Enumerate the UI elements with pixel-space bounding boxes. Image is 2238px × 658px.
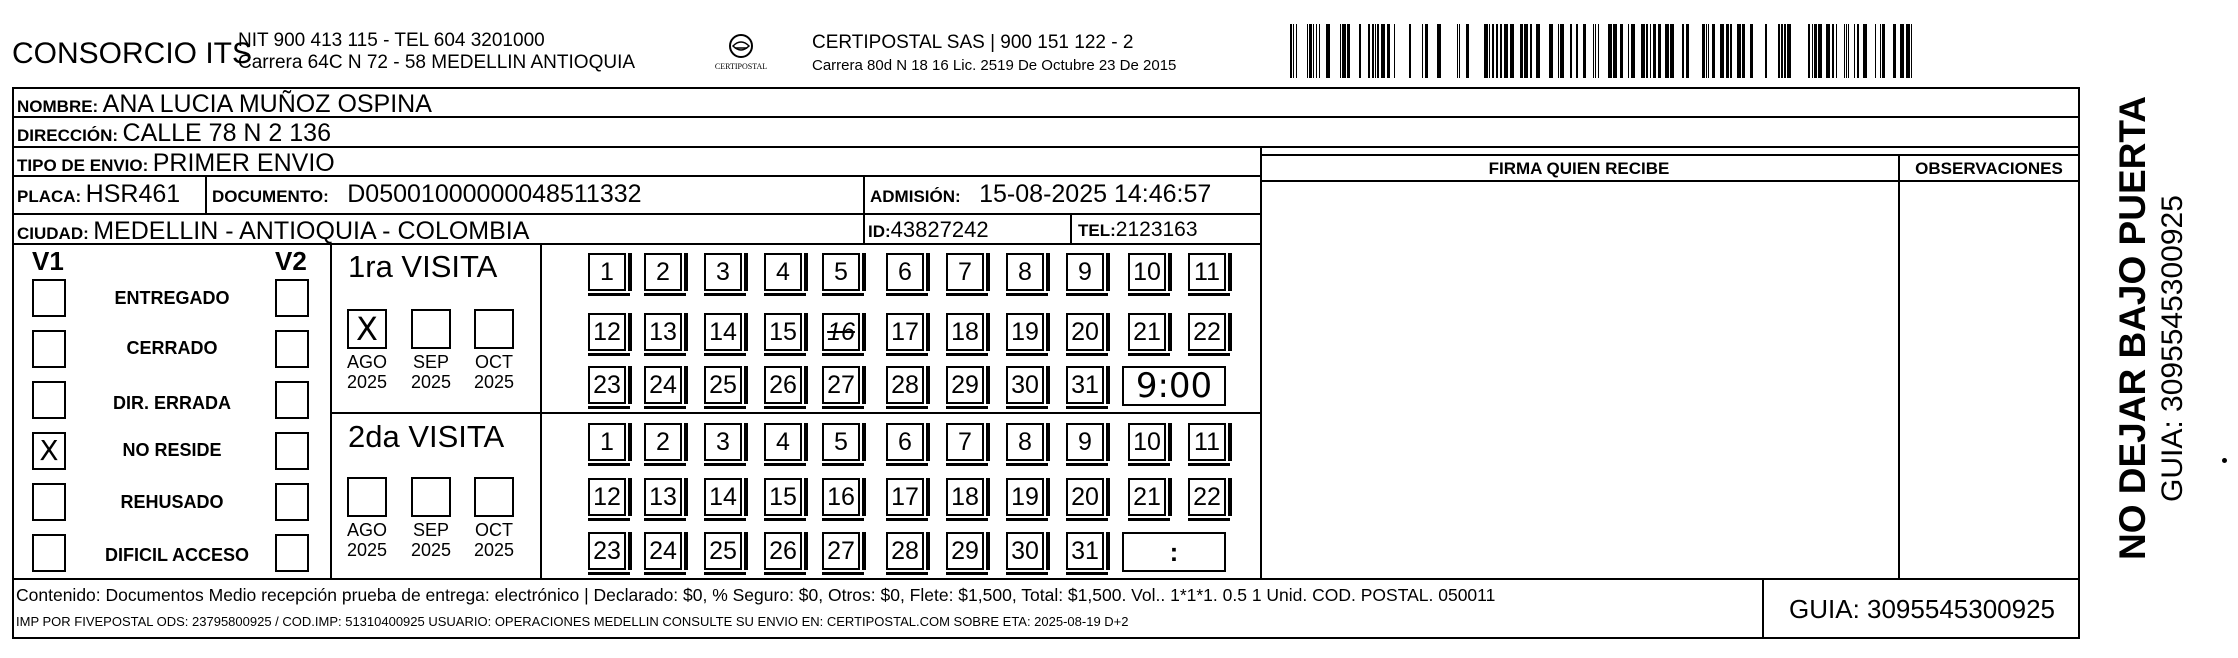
first-visit-day-4[interactable]: 4 — [764, 253, 802, 291]
second-visit-day-4[interactable]: 4 — [764, 423, 802, 461]
first-visit-day-14[interactable]: 14 — [704, 313, 742, 351]
first-visit-day-6[interactable]: 6 — [886, 253, 924, 291]
first-visit-day-29[interactable]: 29 — [946, 366, 984, 404]
edge-dot — [2222, 458, 2227, 463]
first-visit-day-25[interactable]: 25 — [704, 366, 742, 404]
tel-label: TEL: — [1078, 221, 1116, 240]
first-visit-label-ago: AGO 2025 — [346, 352, 388, 392]
reason-cerrado: CERRADO — [126, 338, 218, 358]
second-visit-month-ago[interactable] — [347, 477, 387, 517]
v1-check-entregado[interactable] — [32, 279, 66, 317]
second-visit-day-24[interactable]: 24 — [644, 532, 682, 570]
first-visit-day-1[interactable]: 1 — [588, 253, 626, 291]
documento-value: D05001000000048511332 — [347, 180, 642, 208]
id-value: 43827242 — [890, 217, 989, 242]
first-visit-day-13[interactable]: 13 — [644, 313, 682, 351]
second-visit-day-12[interactable]: 12 — [588, 478, 626, 516]
v2-header: V2 — [275, 246, 307, 276]
reason-entregado: ENTREGADO — [114, 288, 230, 308]
first-visit-day-11[interactable]: 11 — [1188, 253, 1226, 291]
first-visit-day-26[interactable]: 26 — [764, 366, 802, 404]
company-name: CONSORCIO ITS — [12, 37, 253, 70]
second-visit-day-26[interactable]: 26 — [764, 532, 802, 570]
first-visit-day-31[interactable]: 31 — [1066, 366, 1104, 404]
tipo-value: PRIMER ENVIO — [152, 149, 335, 177]
first-visit-day-20[interactable]: 20 — [1066, 313, 1104, 351]
first-visit-day-8[interactable]: 8 — [1006, 253, 1044, 291]
second-visit-day-22[interactable]: 22 — [1188, 478, 1226, 516]
second-visit-day-19[interactable]: 19 — [1006, 478, 1044, 516]
nombre-value: ANA LUCIA MUÑOZ OSPINA — [102, 90, 432, 118]
second-visit-day-17[interactable]: 17 — [886, 478, 924, 516]
address-line: Carrera 64C N 72 - 58 MEDELLIN ANTIOQUIA — [238, 52, 636, 73]
no-dejar-warning: NO DEJAR BAJO PUERTA — [2112, 96, 2153, 560]
v2-check-dir-errada[interactable] — [275, 381, 309, 419]
first-visit-day-24[interactable]: 24 — [644, 366, 682, 404]
certipostal-logo — [706, 30, 776, 78]
reason-rehusado: REHUSADO — [120, 492, 224, 512]
first-visit-label-sep: SEP 2025 — [410, 352, 452, 392]
second-visit-month-sep[interactable] — [411, 477, 451, 517]
tipo-label: TIPO DE ENVIO: — [17, 156, 149, 175]
second-visit-title: 2da VISITA — [348, 419, 505, 454]
second-visit-day-5[interactable]: 5 — [822, 423, 860, 461]
second-visit-day-31[interactable]: 31 — [1066, 532, 1104, 570]
imp-line: IMP POR FIVEPOSTAL ODS: 23795800925 / COD.IMP: 51310400925 USUARIO: OPERACIONES MEDELLIN CONSULTE SU ENVIO EN: CERTIPOSTAL.COM SOBRE ETA: 2025-08-19 D+2 — [16, 614, 1129, 629]
v2-check-no-reside[interactable] — [275, 432, 309, 470]
second-visit-time-box[interactable] — [1122, 532, 1226, 572]
reason-dir-errada: DIR. ERRADA — [112, 393, 231, 413]
first-visit-day-5[interactable]: 5 — [822, 253, 860, 291]
first-visit-month-sep[interactable] — [411, 309, 451, 349]
v1-check-dir-errada[interactable] — [32, 381, 66, 419]
placa-value: HSR461 — [85, 180, 181, 208]
second-visit-month-oct[interactable] — [474, 477, 514, 517]
contenido-line: Contenido: Documentos Medio recepción prueba de entrega: electrónico | Declarado: $0, % Seguro: $0, Otros: $0, Flete: $1,500, Total: $1,500. Vol.. 1*1*1. 0.5 1 Unid. COD. POSTAL. 050011 — [16, 585, 1496, 605]
second-visit-day-30[interactable]: 30 — [1006, 532, 1044, 570]
footer-guia: GUIA: 3095545300925 — [1789, 594, 2055, 624]
first-visit-day-7[interactable]: 7 — [946, 253, 984, 291]
second-visit-day-23[interactable]: 23 — [588, 532, 626, 570]
first-visit-day-10[interactable]: 10 — [1128, 253, 1166, 291]
first-visit-title: 1ra VISITA — [348, 249, 498, 284]
first-visit-day-15[interactable]: 15 — [764, 313, 802, 351]
first-visit-month-ago[interactable]: X — [347, 309, 387, 349]
direccion-label: DIRECCIÓN: — [17, 126, 119, 145]
first-visit-month-oct[interactable] — [474, 309, 514, 349]
first-visit-day-17[interactable]: 17 — [886, 313, 924, 351]
second-visit-day-1[interactable]: 1 — [588, 423, 626, 461]
second-visit-day-13[interactable]: 13 — [644, 478, 682, 516]
direccion-value: CALLE 78 N 2 136 — [122, 119, 331, 147]
second-visit-day-8[interactable]: 8 — [1006, 423, 1044, 461]
second-visit-day-14[interactable]: 14 — [704, 478, 742, 516]
firma-header: FIRMA QUIEN RECIBE — [1488, 159, 1670, 178]
first-visit-time-box[interactable] — [1122, 366, 1226, 406]
logo-text: CERTIPOSTAL — [714, 62, 768, 71]
first-visit-time: 9:00 — [1135, 366, 1213, 406]
first-visit-day-19[interactable]: 19 — [1006, 313, 1044, 351]
tel-value: 2123163 — [1115, 218, 1198, 241]
v2-check-entregado[interactable] — [275, 279, 309, 317]
ciudad-label: CIUDAD: — [17, 224, 89, 243]
second-visit-day-29[interactable]: 29 — [946, 532, 984, 570]
second-visit-day-25[interactable]: 25 — [704, 532, 742, 570]
second-visit-day-28[interactable]: 28 — [886, 532, 924, 570]
side-guia: GUIA: 3095545300925 — [2156, 195, 2189, 502]
nit-line: NIT 900 413 115 - TEL 604 3201000 — [238, 30, 545, 51]
reason-no-reside: NO RESIDE — [122, 440, 222, 460]
first-visit-day-18[interactable]: 18 — [946, 313, 984, 351]
first-visit-day-9[interactable]: 9 — [1066, 253, 1104, 291]
v2-check-cerrado[interactable] — [275, 330, 309, 368]
nombre-label: NOMBRE: — [17, 97, 99, 116]
reason-dificil-acceso: DIFICIL ACCESO — [104, 545, 249, 565]
v1-header: V1 — [32, 246, 64, 276]
second-visit-label-ago: AGO 2025 — [346, 520, 388, 560]
second-visit-day-6[interactable]: 6 — [886, 423, 924, 461]
second-visit-day-18[interactable]: 18 — [946, 478, 984, 516]
admision-label: ADMISIÓN: — [870, 187, 961, 206]
first-visit-day-27[interactable]: 27 — [822, 366, 860, 404]
ciudad-value: MEDELLIN - ANTIOQUIA - COLOMBIA — [93, 217, 530, 245]
license-line: Carrera 80d N 18 16 Lic. 2519 De Octubre 23 De 2015 — [812, 57, 1177, 74]
v1-check-no-reside[interactable]: X — [32, 432, 66, 470]
second-visit-day-10[interactable]: 10 — [1128, 423, 1166, 461]
second-visit-day-27[interactable]: 27 — [822, 532, 860, 570]
id-label: ID: — [868, 222, 891, 241]
first-visit-day-12[interactable]: 12 — [588, 313, 626, 351]
v1-check-cerrado[interactable] — [32, 330, 66, 368]
second-visit-label-oct: OCT 2025 — [473, 520, 515, 560]
second-visit-day-15[interactable]: 15 — [764, 478, 802, 516]
second-visit-time: : — [1169, 537, 1179, 567]
second-visit-day-11[interactable]: 11 — [1188, 423, 1226, 461]
first-visit-day-3[interactable]: 3 — [704, 253, 742, 291]
documento-label: DOCUMENTO: — [212, 187, 329, 206]
second-visit-day-21[interactable]: 21 — [1128, 478, 1166, 516]
admision-value: 15-08-2025 14:46:57 — [979, 180, 1212, 208]
v2-check-rehusado[interactable] — [275, 483, 309, 521]
first-visit-label-oct: OCT 2025 — [473, 352, 515, 392]
barcode — [1290, 24, 1922, 78]
placa-label: PLACA: — [17, 187, 82, 206]
first-visit-day-30[interactable]: 30 — [1006, 366, 1044, 404]
second-visit-day-16[interactable]: 16 — [822, 478, 860, 516]
first-visit-day-23[interactable]: 23 — [588, 366, 626, 404]
first-visit-day-21[interactable]: 21 — [1128, 313, 1166, 351]
second-visit-day-2[interactable]: 2 — [644, 423, 682, 461]
v1-check-rehusado[interactable] — [32, 483, 66, 521]
first-visit-day-28[interactable]: 28 — [886, 366, 924, 404]
observaciones-header: OBSERVACIONES — [1915, 159, 2063, 178]
second-visit-day-20[interactable]: 20 — [1066, 478, 1104, 516]
certipostal-line: CERTIPOSTAL SAS | 900 151 122 - 2 — [812, 32, 1134, 53]
second-visit-label-sep: SEP 2025 — [410, 520, 452, 560]
second-visit-day-3[interactable]: 3 — [704, 423, 742, 461]
second-visit-day-7[interactable]: 7 — [946, 423, 984, 461]
first-visit-day-16[interactable]: 16 — [822, 313, 860, 351]
first-visit-day-2[interactable]: 2 — [644, 253, 682, 291]
v1-check-dificil-acceso[interactable] — [32, 534, 66, 572]
first-visit-day-22[interactable]: 22 — [1188, 313, 1226, 351]
second-visit-day-9[interactable]: 9 — [1066, 423, 1104, 461]
